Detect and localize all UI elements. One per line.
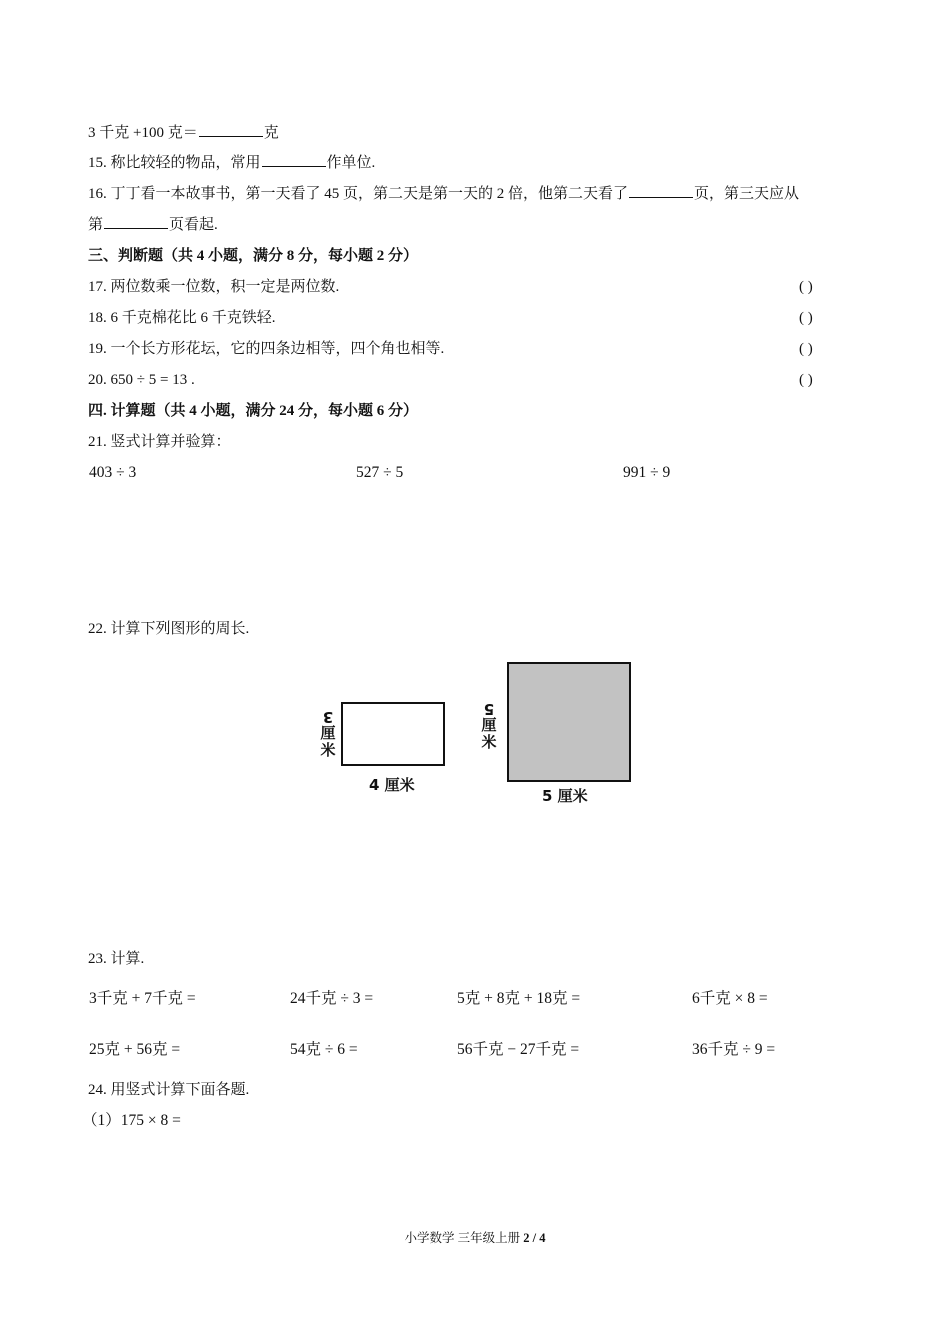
- section-3-title: 三、判断题（共 4 小题，满分 8 分，每小题 2 分）: [88, 248, 419, 264]
- q18-answer-parens[interactable]: ( ): [799, 310, 813, 326]
- square-height-number: 5: [483, 700, 495, 718]
- q16-text-line1-before: 16. 丁丁看一本故事书，第一天看了 45 页，第二天是第一天的 2 倍，他第二天看了: [88, 186, 629, 202]
- q16-answer-blank-1[interactable]: [629, 183, 693, 198]
- question-23-title: 23. 计算.: [88, 951, 145, 967]
- page-number: 2 / 4: [523, 1231, 546, 1245]
- question-16-line2: [88, 214, 218, 235]
- q21-expression: 991 ÷ 9: [623, 464, 671, 481]
- q21-expression: 403 ÷ 3: [89, 464, 137, 481]
- question-21-title: 21. 竖式计算并验算：: [88, 434, 231, 450]
- question-18: 18. 6 千克棉花比 6 千克铁轻.: [88, 310, 276, 326]
- q16-text-line1-after: 页，第三天应从: [694, 186, 800, 202]
- question-22-title: 22. 计算下列图形的周长.: [88, 621, 250, 637]
- rectangle-shape: [341, 702, 445, 766]
- square-height-unit-1: 厘: [481, 716, 497, 734]
- question-15: [88, 152, 375, 173]
- q15-text-before: 15. 称比较轻的物品，常用: [88, 155, 261, 171]
- q16-text-line2-before: 第: [88, 217, 104, 233]
- q23-expression: 24千克 ÷ 3 =: [290, 990, 374, 1007]
- q19-answer-parens[interactable]: ( ): [799, 341, 813, 357]
- q16-answer-blank-2[interactable]: [104, 214, 168, 229]
- q23-expression: 54克 ÷ 6 =: [290, 1041, 358, 1058]
- q20-answer-parens[interactable]: ( ): [799, 372, 813, 388]
- q14-text-after: 克: [263, 125, 279, 141]
- q14-answer-blank[interactable]: [199, 122, 263, 137]
- q21-expression: 527 ÷ 5: [356, 464, 404, 481]
- q23-expression: 56千克 − 27千克 =: [457, 1041, 580, 1058]
- square-height-unit-2: 米: [481, 733, 497, 751]
- square-width-label: 5 厘米: [542, 787, 588, 805]
- question-24-title: 24. 用竖式计算下面各题.: [88, 1082, 250, 1098]
- square-shape: [507, 662, 631, 782]
- rectangle-height-unit-1: 厘: [320, 724, 336, 742]
- question-20: 20. 650 ÷ 5 = 13 .: [88, 372, 195, 388]
- footer-text: 小学数学 三年级上册: [404, 1231, 524, 1245]
- rectangle-height-unit-2: 米: [320, 741, 336, 759]
- q23-expression: 5克 + 8克 + 18克 =: [457, 990, 581, 1007]
- square-height-label: [480, 700, 498, 751]
- q24-item-1: （1）175 × 8 =: [82, 1112, 181, 1129]
- q23-expression: 25克 + 56克 =: [89, 1041, 181, 1058]
- q16-text-line2-after: 页看起.: [169, 217, 218, 233]
- rectangle-width-label: 4 厘米: [369, 776, 415, 794]
- section-4-title: 四. 计算题（共 4 小题，满分 24 分，每小题 6 分）: [88, 403, 419, 419]
- q14-text-before: 3 千克 +100 克＝: [88, 125, 198, 141]
- rectangle-height-label: [319, 708, 337, 759]
- rectangle-height-number: 3: [322, 708, 334, 726]
- q14-tail: [88, 122, 279, 143]
- q23-expression: 36千克 ÷ 9 =: [692, 1041, 776, 1058]
- q23-expression: 3千克 + 7千克 =: [89, 990, 196, 1007]
- question-16-line1: [88, 183, 799, 204]
- page-footer: [0, 1228, 950, 1246]
- q15-answer-blank[interactable]: [262, 152, 326, 167]
- q17-answer-parens[interactable]: ( ): [799, 279, 813, 295]
- q15-text-after: 作单位.: [326, 155, 376, 171]
- question-19: 19. 一个长方形花坛，它的四条边相等，四个角也相等.: [88, 341, 445, 357]
- q23-expression: 6千克 × 8 =: [692, 990, 768, 1007]
- question-17: 17. 两位数乘一位数，积一定是两位数.: [88, 279, 340, 295]
